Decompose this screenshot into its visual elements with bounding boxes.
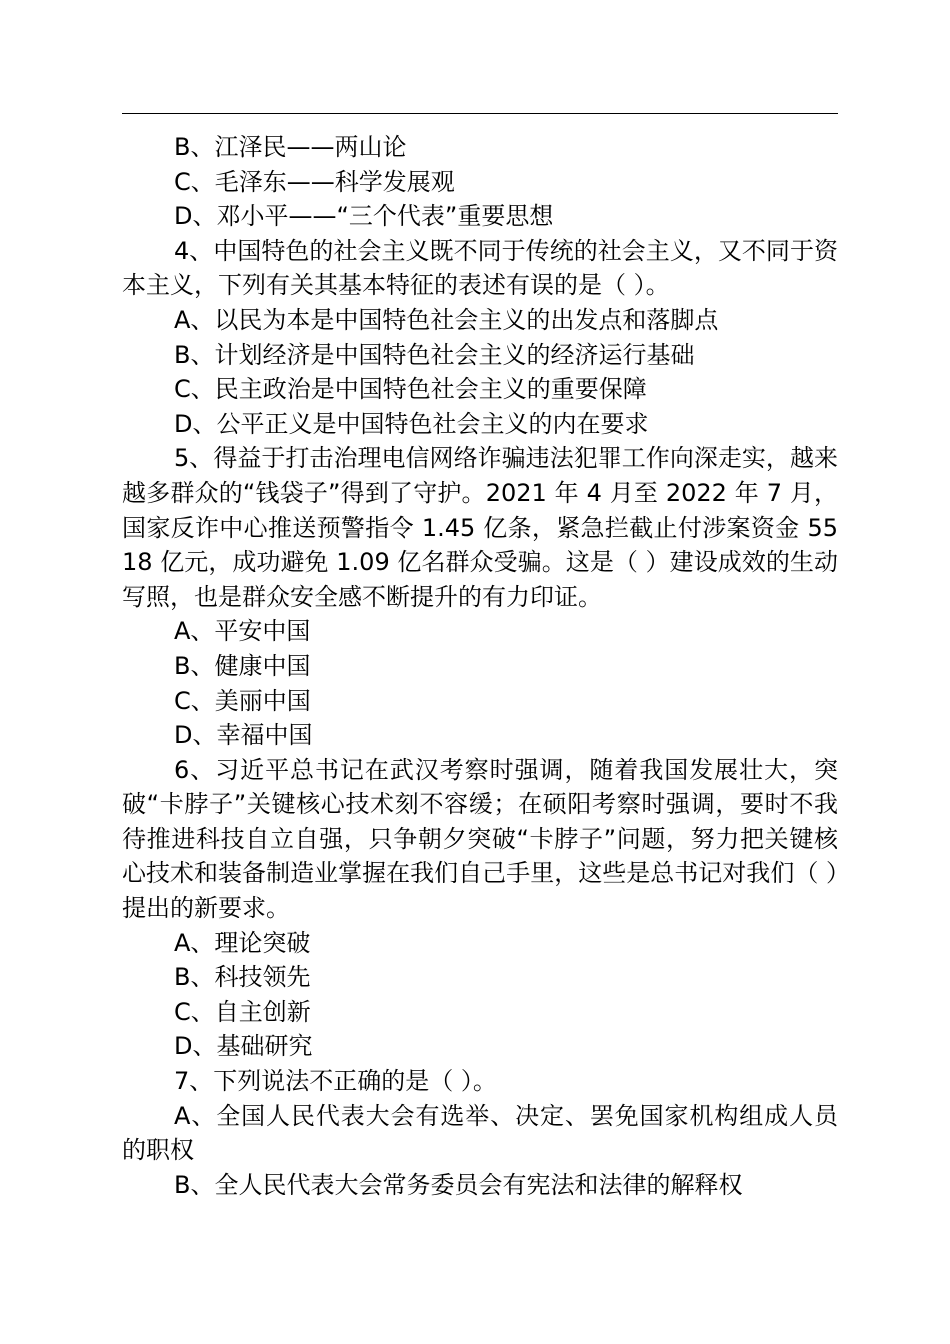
question-4: 4、中国特色的社会主义既不同于传统的社会主义，又不同于资本主义，下列有关其基本特征的表述有误的是（ ）。 <box>122 236 838 300</box>
option-3c: C、毛泽东——科学发展观 <box>174 167 455 196</box>
option-4d: D、公平正义是中国特色社会主义的内在要求 <box>174 409 649 438</box>
question-5: 5、得益于打击治理电信网络诈骗违法犯罪工作向深走实，越来越多群众的“钱袋子”得到了守护。2021 年 4 月至 2022 年 7 月，国家反诈中心推送预警指令 1.45 亿条，紧急拦截止付涉案资金 5518 亿元，成功避免 1.09 亿名群众受骗。这是（ ）建设成效的生动写照，也是群众安全感不断提升的有力印证。 <box>122 444 838 611</box>
option-6c: C、自主创新 <box>174 997 311 1026</box>
option-3d: D、邓小平——“三个代表”重要思想 <box>174 202 554 231</box>
option-5d: D、幸福中国 <box>174 721 313 750</box>
option-5b: B、健康中国 <box>174 651 311 680</box>
option-6a: A、理论突破 <box>174 928 311 957</box>
option-7a: A、全国人民代表大会有选举、决定、罢免国家机构组成人员的职权 <box>122 1101 838 1165</box>
document-body <box>122 130 838 1202</box>
option-3b: B、江泽民——两山论 <box>174 133 407 161</box>
option-5a: A、平安中国 <box>174 617 311 646</box>
option-4c: C、民主政治是中国特色社会主义的重要保障 <box>174 375 647 404</box>
option-7b: B、全人民代表大会常务委员会有宪法和法律的解释权 <box>174 1170 743 1199</box>
question-7: 7、下列说法不正确的是（ ）。 <box>174 1067 497 1096</box>
option-6d: D、基础研究 <box>174 1032 313 1061</box>
option-5c: C、美丽中国 <box>174 686 311 715</box>
option-6b: B、科技领先 <box>174 963 311 992</box>
question-6: 6、习近平总书记在武汉考察时强调，随着我国发展壮大，突破“卡脖子”关键核心技术刻不容缓；在硕阳考察时强调，要时不我待推进科技自立自强，只争朝夕突破“卡脖子”问题，努力把关键核心技术和装备制造业掌握在我们自己手里，这些是总书记对我们（ ）提出的新要求。 <box>122 755 838 923</box>
option-4b: B、计划经济是中国特色社会主义的经济运行基础 <box>174 340 695 369</box>
option-4a: A、以民为本是中国特色社会主义的出发点和落脚点 <box>174 305 719 334</box>
header-rule <box>122 113 838 114</box>
